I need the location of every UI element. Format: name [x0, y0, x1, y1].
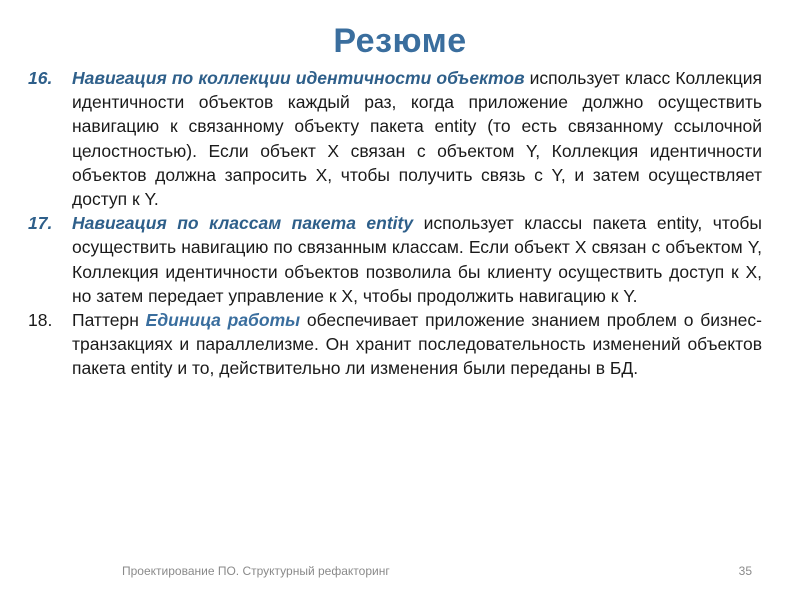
- slide-title: Резюме: [333, 22, 467, 60]
- page-number: 35: [738, 564, 752, 578]
- item-prefix: Паттерн: [72, 310, 146, 331]
- summary-item-18: [28, 308, 762, 381]
- item-number: 16.: [28, 68, 53, 88]
- summary-list: [28, 66, 762, 381]
- item-text: использует классы пакета entity, чтобы осуществить навигацию по связанным классам. Если объект X связан с объектом Y, Коллекция идентичности объектов позволила бы клиенту осуществить доступ к X, но затем передает управление к X, чтобы продолжить навигацию к Y.: [72, 213, 762, 306]
- item-highlight: Единица работы: [145, 310, 301, 331]
- item-number: 17.: [28, 213, 53, 234]
- item-text: обеспечивает приложение знанием проблем о бизнес-транзакциях и параллелизме. Он хранит последовательность изменений объектов пакета entity и то, действительно ли изменения были переданы в БД.: [72, 310, 762, 379]
- item-highlight: Навигация по классам пакета entity: [72, 213, 414, 234]
- slide-footer: Проектирование ПО. Структурный рефакторинг: [122, 564, 390, 578]
- item-number: 18.: [28, 310, 53, 331]
- item-text: использует класс Коллекция идентичности объектов каждый раз, когда приложение должно осуществить навигацию к связанному объекту пакета entity (то есть связанному ссылочной целостностью). Если объект X связан с объектом Y, Коллекция идентичности объектов должна запросить X, чтобы получить связь с Y, и затем осуществляет доступ к Y.: [72, 68, 762, 210]
- item-highlight: Навигация по коллекции идентичности объектов: [72, 68, 525, 88]
- summary-item-16: [28, 66, 762, 211]
- summary-item-17: [28, 211, 762, 308]
